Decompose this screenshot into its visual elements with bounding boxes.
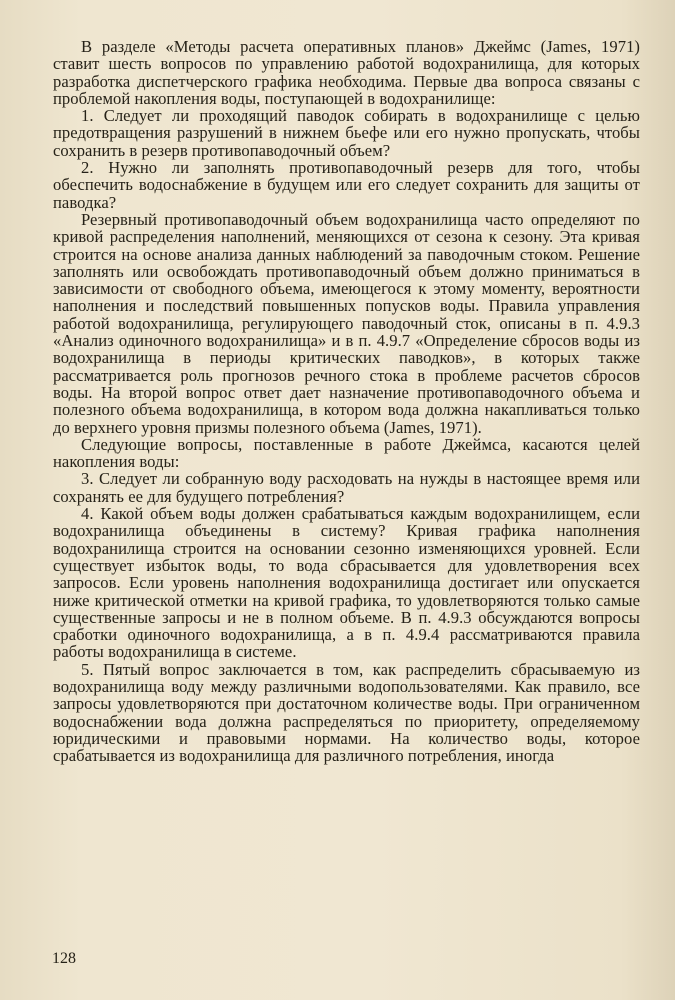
text-block — [53, 38, 640, 764]
paragraph-question-4: 4. Какой объем воды должен срабатываться каждым водохранилищем, если водохранилища объединены в систему? Кривая графика наполнения водохранилища строится на основании сезонно изменяющихся уровней. Если существует избыток воды, то вода сбрасывается для удовлетворения всех запросов. Если уровень наполнения водохранилища достигает или опускается ниже критической отметки на кривой графика, то удовлетворяются только самые существенные запросы и не в полном объеме. В п. 4.9.3 обсуждаются вопросы сработки одиночного водохранилища, а в п. 4.9.4 рассматриваются правила работы водохранилища в системе. — [53, 504, 640, 662]
paragraph-question-3: 3. Следует ли собранную воду расходовать на нужды в настоящее время или сохранять ее для будущего потребления? — [53, 469, 640, 506]
paragraph-flood-reserve: Резервный противопаводочный объем водохранилища часто определяют по кривой распределения наполнений, меняющихся от сезона к сезону. Эта кривая строится на основе анализа данных наблюдений за паводочным стоком. Решение заполнять или освобождать противопаводочный объем должно приниматься в зависимости от свободного объема, имеющегося к этому моменту, вероятности наполнения и последствий повышенных попусков воды. Правила управления работой водохранилища, регулирующего паводочный сток, описаны в п. 4.9.3 «Анализ одиночного водохранилища» и в п. 4.9.7 «Определение сбросов воды из водохранилища в периоды критических паводков», в которых также рассматривается роль прогнозов речного стока в проблеме расчетов сбросов воды. На второй вопрос ответ дает назначение противопаводочного объема и полезного объема водохранилища, в котором вода должна накапливаться только до верхнего уровня призмы полезного объема (James, 1971). — [53, 209, 640, 437]
paragraph-question-2: 2. Нужно ли заполнять противопаводочный резерв для того, чтобы обеспечить водоснабжение в будущем или его следует сохранить для защиты от паводка? — [53, 158, 640, 212]
page-number: 128 — [52, 950, 76, 967]
paragraph-intro: В разделе «Методы расчета оперативных планов» Джеймс (James, 1971) ставит шесть вопросов по управлению работой водохранилища, для которых разработка диспетчерского графика необходима. Первые два вопроса связаны с проблемой накопления воды, поступающей в водохранилище: — [53, 37, 640, 108]
paragraph-question-5: 5. Пятый вопрос заключается в том, как распределить сбрасываемую из водохранилища воду между различными водопользователями. Как правило, все запросы удовлетворяются при достаточном количестве воды. При ограниченном водоснабжении вода должна распределяться по приоритету, определяемому юридическими и правовыми нормами. На количество воды, которое срабатывается из водохранилища для различного потребления, иногда — [53, 659, 640, 766]
paragraph-question-1: 1. Следует ли проходящий паводок собирать в водохранилище с целью предотвращения разрушений в нижнем бьефе или его нужно пропускать, чтобы сохранить в резерв противопаводочный объем? — [53, 106, 640, 160]
paragraph-next-questions: Следующие вопросы, поставленные в работе Джеймса, касаются целей накопления воды: — [53, 434, 640, 472]
